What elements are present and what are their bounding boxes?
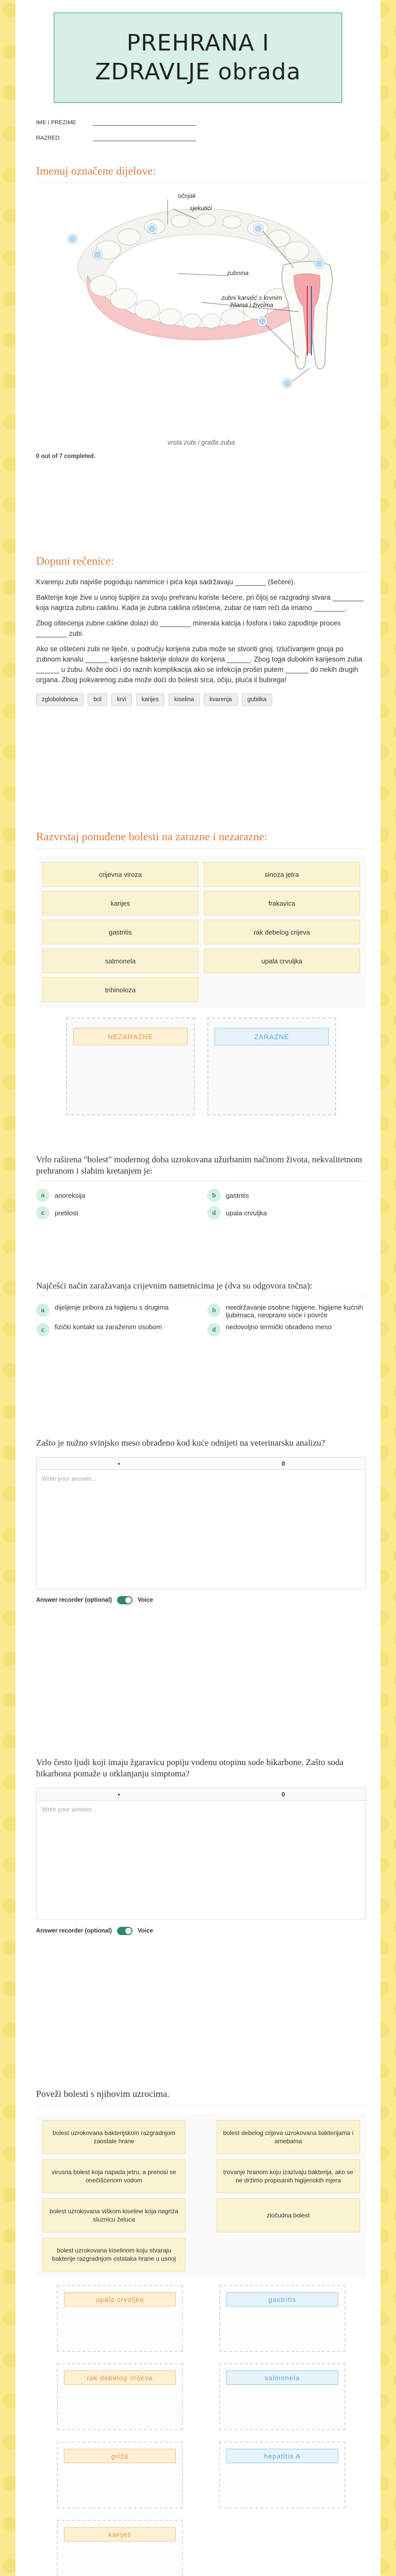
match-items xyxy=(36,2114,366,2278)
option-a[interactable]: a anoreksija xyxy=(36,1189,195,1202)
draggable-item[interactable]: rak debelog crijeva xyxy=(204,920,360,944)
draggable-item[interactable]: crijevna viroza xyxy=(42,862,199,887)
options xyxy=(36,1189,366,1219)
option-a[interactable]: a dijeljenje pribora za higijenu s drugima xyxy=(36,1303,195,1319)
paragraph-3: Zbog oštećenja zubne cakline dolazi do ________ minerala kalcija i fosfora i tako zapođinje proces ________ zubi. xyxy=(36,619,341,637)
draggable-item[interactable]: trihinoloza xyxy=(42,977,199,1002)
answer-badge-5[interactable] xyxy=(315,259,324,268)
teeth-illustration xyxy=(57,188,345,435)
section-title: Razvrstaj ponuđene bolesti na zarazne i nezarazne: xyxy=(36,830,268,843)
completed-count: 0 out of 7 completed. xyxy=(36,453,96,460)
label-kanal: zubni kanalić s krvnim žilama i živcima xyxy=(221,294,282,309)
name-label: IME I PREZIME xyxy=(36,120,76,126)
image-caption: vrsta zubi i građa zuba xyxy=(167,438,235,446)
voice-toggle[interactable] xyxy=(117,1927,133,1935)
draggable-item[interactable]: zločudna bolest xyxy=(217,2198,360,2232)
label-ocnjak: očnjak xyxy=(178,192,196,199)
page-title-line1: PREHRANA I xyxy=(126,30,270,56)
name-field[interactable] xyxy=(93,120,196,126)
answer-badge-3[interactable] xyxy=(147,224,157,233)
option-b[interactable]: b needržavanje osobne higijene, higijene kućnih ljubimaca, neoprano voće i povrće xyxy=(207,1303,366,1319)
question-text: Najčešći način zaražavanja crijevnim nametnicima je (dva su odgovora točna): xyxy=(36,1281,312,1291)
section-open-2 xyxy=(36,1757,366,1935)
draggable-item[interactable]: bolest uzrokovana bakterijskom razgradnjom zaostale hrane xyxy=(42,2120,186,2154)
section-title: Poveži bolesti s njihovim uzrocima. xyxy=(36,2089,170,2099)
section-classify-diseases xyxy=(36,829,366,1115)
class-label: RAZRED: xyxy=(36,135,61,141)
chip-word[interactable]: bol xyxy=(88,693,107,706)
section-match-diseases xyxy=(36,2087,366,2576)
question-text: Vrlo često ljudi koji imaju žgaravicu popiju vodenu otopinu sode bikarbone. Zašto soda bikarbona pomaže u otklanjanju simptoma? xyxy=(36,1757,344,1778)
draggable-item[interactable]: virusna bolest koja napada jetru, a prenosi se onečišćenom vodom xyxy=(42,2159,186,2193)
worksheet-page xyxy=(15,0,381,2576)
drop-zone[interactable]: karijes xyxy=(57,2520,183,2576)
draggable-item[interactable]: gastritis xyxy=(42,920,199,944)
page-title-line2: ZDRAVLJE obrada xyxy=(95,59,301,85)
draggable-items xyxy=(36,856,366,1008)
draggable-item[interactable]: frakavica xyxy=(204,891,360,916)
option-c[interactable]: c pretilost xyxy=(36,1206,195,1219)
paragraph-2: Bakterije koje žive u usnoj šupljini za svoju prehranu koriste šećere, pri čijoj se razgradnji stvara ________ koja nagriza zubnu caklinu. Kada je zubna caklina oštećena, zubar će nam reći da imamo ________. xyxy=(36,594,364,612)
drop-zone-zarazne[interactable] xyxy=(207,1018,336,1115)
section-quiz-1 xyxy=(36,1154,366,1219)
answer-recorder: Answer recorder (optional) Voice xyxy=(36,1928,153,1934)
fill-text xyxy=(36,577,366,685)
answer-badge-7[interactable] xyxy=(283,379,292,388)
paragraph-4: Ako se oštećeni zubi ne liječe, u području korijena zuba može se stvoriti gnoj. Izlučivanjem gnoja po zubnom kanalu ______ karijesne bakterije dolaze do korijena ______. Zbog toga dubokim karijesom zuba ______ u zubu. Može doći i do raznih komplikacija ako se infekcija proširi putem ______ do nekih drugih organa. Zbog pokvarenog zuba može doći do bolesti srca, očiju, pluća il bubrega! xyxy=(36,645,362,684)
drop-zone[interactable]: griža xyxy=(57,2442,183,2509)
answer-input[interactable]: Write your answer... xyxy=(42,1806,96,1813)
question-text: Zašto je nužno svinjsko meso obrađeno kod kuće odnijeti na veterinarsku analizu? xyxy=(36,1438,325,1448)
label-zubnina: zubnina xyxy=(227,269,249,277)
bin-label: ZARAZNE xyxy=(214,1028,329,1045)
editor-toolbar: • 0 xyxy=(37,1788,366,1801)
option-b[interactable]: b gastritis xyxy=(207,1189,366,1202)
draggable-item[interactable]: bolest uzrokovana kiselinom koju stvaraju bakterije razgradnjom ostataka hrane u usnoj xyxy=(42,2238,186,2272)
drop-zone[interactable]: rak debelog crijeva xyxy=(57,2363,183,2430)
answer-badge-2[interactable] xyxy=(93,250,102,259)
question-text: Vrlo raširena "bolest" modernog doba uzrokovana užurbanim načinom života, nekvalitetnom prehranom i slabim kretanjem je: xyxy=(36,1155,362,1176)
chip-word[interactable]: krvi xyxy=(111,693,132,706)
chip-word[interactable]: gubitka xyxy=(242,693,272,706)
draggable-item[interactable]: trovanje hranom koju izazivaju bakterija, ako se ne držimo propisanih higijenskih mjera xyxy=(217,2159,360,2193)
answer-input[interactable]: Write your answer... xyxy=(42,1475,96,1482)
draggable-item[interactable]: bolest debelog crijeva uzrokovana bakterijama i amebama xyxy=(217,2120,360,2154)
word-bank xyxy=(36,693,366,706)
section-title: Dopuni rečenice: xyxy=(36,554,114,567)
drop-zone[interactable]: hepatitis A xyxy=(219,2442,345,2509)
title-box xyxy=(54,12,342,103)
drop-zone[interactable]: salmonela xyxy=(219,2363,345,2430)
label-sjekutici: sjekutići xyxy=(190,205,212,212)
draggable-item[interactable]: bolest uzrokovana viškom kiseline koja nagriza sluznicu želuca xyxy=(42,2198,186,2232)
answer-box xyxy=(36,1788,366,1920)
draggable-item[interactable]: sinoza jetra xyxy=(204,862,360,887)
section-title: Imenuj označene dijelove: xyxy=(36,164,156,177)
chip-word[interactable]: zglobolobnica xyxy=(36,693,84,706)
answer-badge-6[interactable] xyxy=(258,317,267,326)
answer-box xyxy=(36,1457,366,1589)
draggable-item[interactable]: salmonela xyxy=(42,948,199,973)
section-quiz-2 xyxy=(36,1280,366,1336)
editor-toolbar: • 0 xyxy=(37,1458,366,1470)
bin-label: NEZARAZNE xyxy=(73,1028,188,1045)
chip-word[interactable]: karijes xyxy=(136,693,164,706)
chip-word[interactable]: kvarenja xyxy=(204,693,237,706)
answer-badge-1[interactable] xyxy=(68,234,77,244)
option-d[interactable]: d nedovoljno termički obrađeno meso xyxy=(207,1323,366,1336)
option-d[interactable]: d upala crvuljka xyxy=(207,1206,366,1219)
drop-zone[interactable]: upala crvuljka xyxy=(57,2285,183,2352)
options xyxy=(36,1303,366,1336)
drop-zone-nezarazne[interactable] xyxy=(66,1018,195,1115)
answer-badge-4[interactable] xyxy=(254,224,263,233)
answer-recorder: Answer recorder (optional) Voice xyxy=(36,1597,153,1603)
drop-zones xyxy=(36,2285,366,2576)
drop-zones xyxy=(36,1018,366,1115)
voice-toggle[interactable] xyxy=(117,1596,133,1604)
student-info xyxy=(15,103,381,141)
drop-zone[interactable]: gastritis xyxy=(219,2285,345,2352)
chip-word[interactable]: kiselina xyxy=(169,693,200,706)
draggable-item[interactable]: upala crvuljka xyxy=(204,948,360,973)
section-tooth-parts xyxy=(36,164,366,460)
draggable-item[interactable]: karijes xyxy=(42,891,199,916)
section-fill-sentences xyxy=(36,554,366,706)
option-c[interactable]: c fizički kontakt sa zaraženim osobom xyxy=(36,1323,195,1336)
section-open-1 xyxy=(36,1437,366,1604)
tooth-diagram xyxy=(57,188,345,435)
paragraph-1: Kvarenju zubi najviše pogoduju namirnice i pića koja sadržavaju ________ (šećere). xyxy=(36,578,295,586)
class-field[interactable] xyxy=(93,135,196,141)
